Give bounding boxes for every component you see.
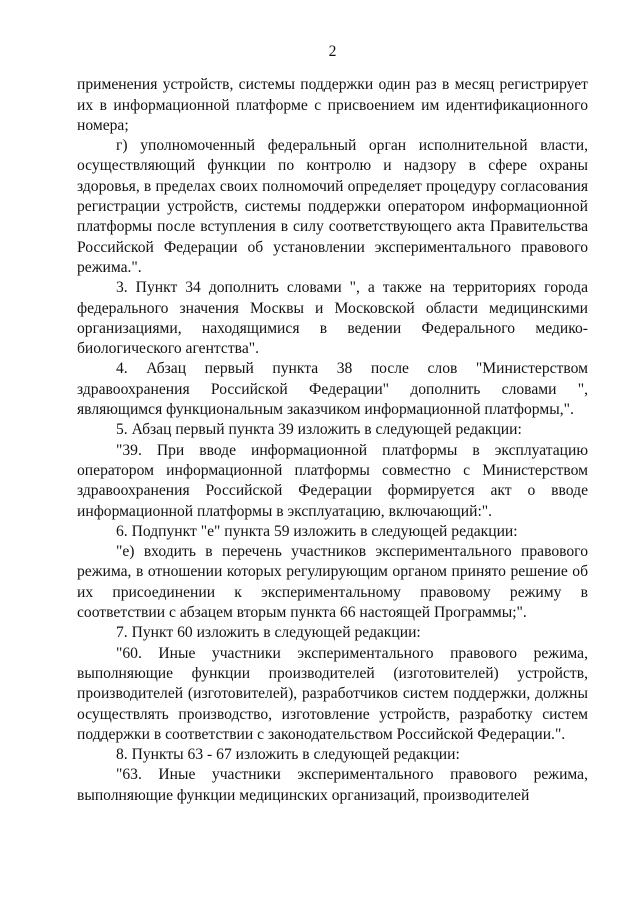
paragraph: г) уполномоченный федеральный орган исполнительной власти, осуществляющий функции по контролю и надзору в сфере охраны здоровья, в пределах своих полномочий определяет процедуру согласования регистрации устройств, системы поддержки оператором информационной платформы после вступления в силу соответствующего акта Правительства Российской Федерации об установлении экспериментального правового режима.".: [77, 137, 588, 276]
paragraph: 6. Подпункт "е" пункта 59 изложить в следующей редакции:: [116, 522, 518, 540]
document-body: [77, 75, 588, 806]
paragraph: "39. При вводе информационной платформы в эксплуатацию оператором информационной платформы совместно с Министерством здравоохранения Российской Федерации формируется акт о вводе информационной платформы в эксплуатацию, включающий:".: [77, 441, 588, 520]
paragraph: "е) входить в перечень участников экспериментального правового режима, в отношении которых регулирующим органом принято решение об их присоединении к экспериментальному правовому режиму в соответствии с абзацем вторым пункта 66 настоящей Программы;".: [77, 543, 588, 622]
paragraph: 8. Пункты 63 - 67 изложить в следующей редакции:: [116, 746, 460, 764]
paragraph: 7. Пункт 60 изложить в следующей редакции:: [116, 624, 421, 642]
paragraph: 4. Абзац первый пункта 38 после слов "Министерством здравоохранения Российской Федерации" дополнить словами ", являющимся функциональным заказчиком информационной платформы,".: [77, 360, 588, 419]
paragraph: применения устройств, системы поддержки один раз в месяц регистрирует их в информационной платформе с присвоением им идентификационного номера;: [77, 76, 588, 134]
paragraph: "63. Иные участники экспериментального правового режима, выполняющие функции медицинских организаций, производителей: [77, 766, 588, 804]
paragraph: 3. Пункт 34 дополнить словами ", а также на территориях города федерального значения Москвы и Московской области медицинскими организациями, находящимися в ведении Федерального медико-биологического агентства".: [77, 279, 588, 358]
paragraph: "60. Иные участники экспериментального правового режима, выполняющие функции производителей (изготовителей) устройств, производителей (изготовителей), разработчиков систем поддержки, должны осуществлять производство, изготовление устройств, разработку систем поддержки в соответствии с законодательством Российской Федерации.".: [77, 644, 588, 743]
page-number: 2: [328, 43, 337, 60]
paragraph: 5. Абзац первый пункта 39 изложить в следующей редакции:: [116, 421, 522, 439]
